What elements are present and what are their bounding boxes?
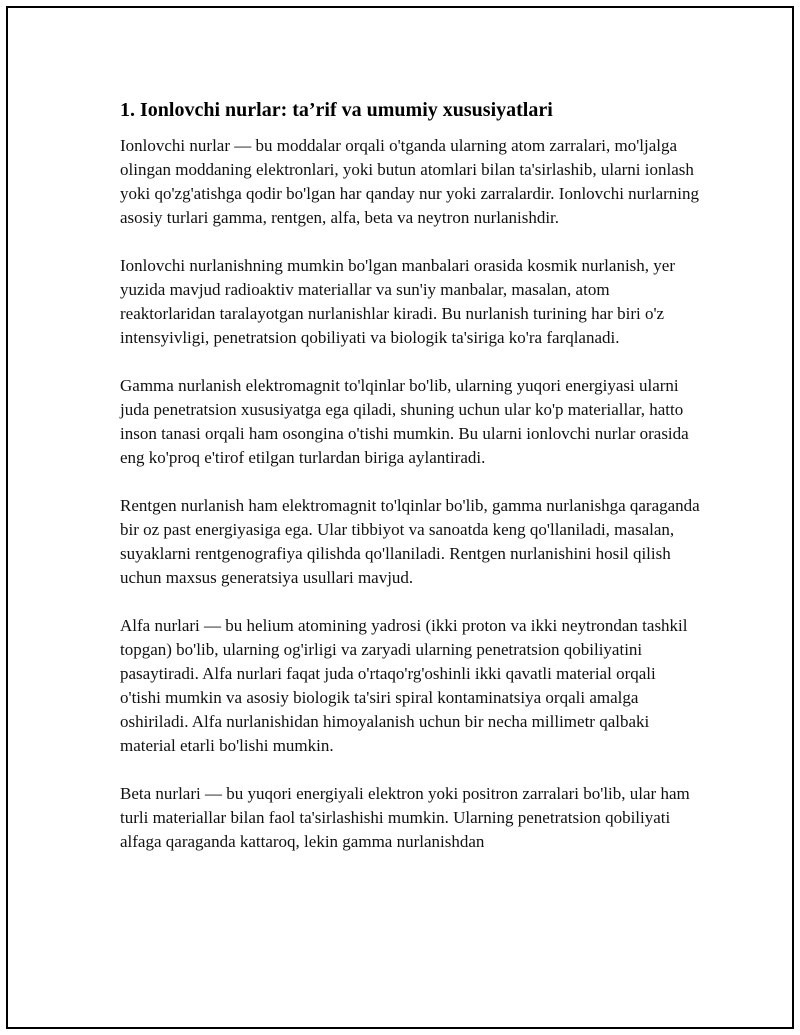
paragraph-xray: Rentgen nurlanish ham elektromagnit to'lqinlar bo'lib, gamma nurlanishga qaraganda bir oz past energiyasiga ega. Ular tibbiyot va sanoatda keng qo'llaniladi, masalan, suyaklarni rentgenografiya qilishda qo'llaniladi. Rentgen nurlanishini hosil qilish uchun maxsus generatsiya usullari mavjud. [120,496,700,587]
paragraph-beta: Beta nurlari — bu yuqori energiyali elektron yoki positron zarralari bo'lib, ular ham turli materiallar bilan faol ta'sirlashishi mumkin. Ularning penetratsion qobiliyati alfaga qaraganda kattaroq, lekin gamma nurlanishdan [120,784,690,851]
section-heading: 1. Ionlovchi nurlar: ta’rif va umumiy xususiyatlari [120,99,553,121]
paragraph-gamma: Gamma nurlanish elektromagnit to'lqinlar bo'lib, ularning yuqori energiyasi ularni juda penetratsion xususiyatga ega qiladi, shuning uchun ular ko'p materiallar, hatto inson tanasi orqali ham osongina o'tishi mumkin. Bu ularni ionlovchi nurlar orasida eng ko'proq e'tirof etilgan turlardan biriga aylantiradi. [120,376,689,467]
paragraph-sources: Ionlovchi nurlanishning mumkin bo'lgan manbalari orasida kosmik nurlanish, yer yuzida mavjud radioaktiv materiallar va sun'iy manbalar, masalan, atom reaktorlaridan taralayotgan nurlanishlar kiradi. Bu nurlanish turining har biri o'z intensyivligi, penetratsion qobiliyati va biologik ta'siriga ko'ra farqlanadi. [120,256,675,347]
document-body [120,96,700,878]
paragraph-alpha: Alfa nurlari — bu helium atomining yadrosi (ikki proton va ikki neytrondan tashkil topgan) bo'lib, ularning og'irligi va zaryadi ularning penetratsion qobiliyatini pasaytiradi. Alfa nurlari faqat juda o'rtaqo'rg'oshinli ikki qavatli material orqali o'tishi mumkin va asosiy biologik ta'siri spiral kontaminatsiya orqali amalga oshiriladi. Alfa nurlanishidan himoyalanish uchun bir necha millimetr qalbaki material etarli bo'lishi mumkin. [120,616,688,755]
paragraph-definition: Ionlovchi nurlar — bu moddalar orqali o'tganda ularning atom zarralari, mo'ljalga olingan moddaning elektronlari, yoki butun atomlari bilan ta'sirlashib, ularni ionlash yoki qo'zg'atishga qodir bo'lgan har qanday nur yoki zarralardir. Ionlovchi nurlarning asosiy turlari gamma, rentgen, alfa, beta va neytron nurlanishdir. [120,136,699,227]
page-border [6,6,794,1029]
